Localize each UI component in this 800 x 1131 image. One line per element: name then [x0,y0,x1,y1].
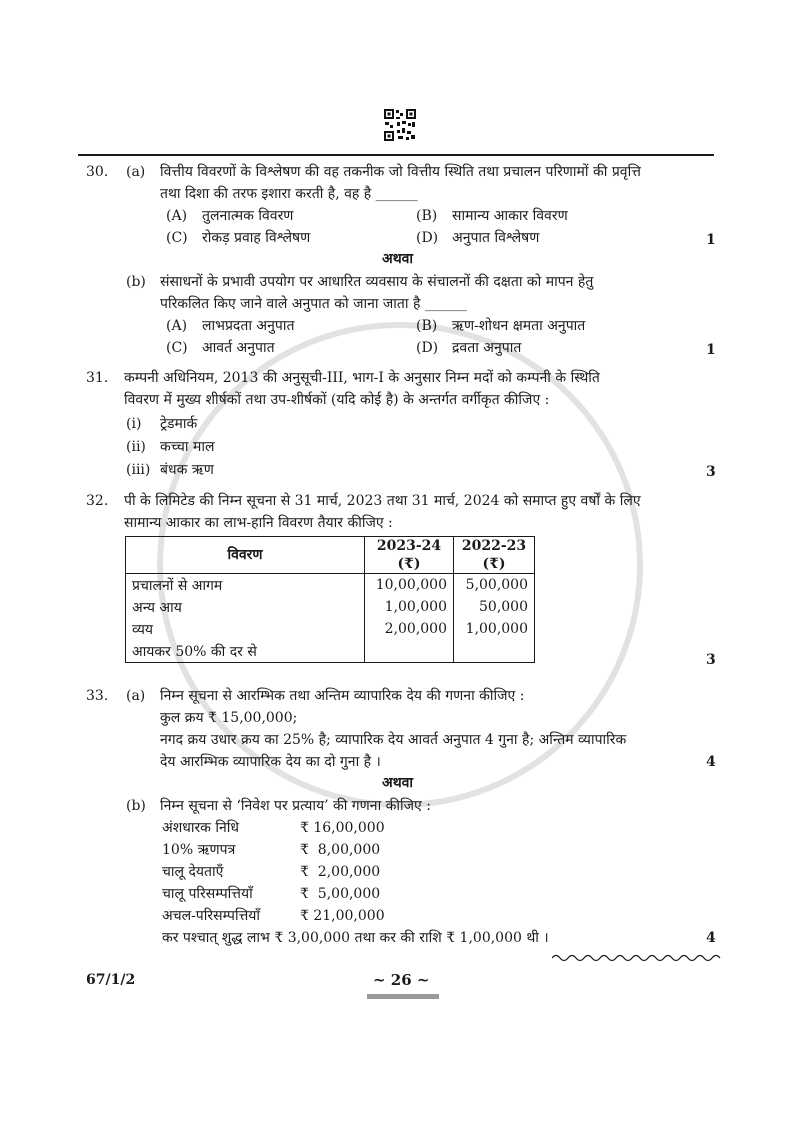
q30-a-opt-b-text: सामान्य आकार विवरण [452,208,568,224]
table-row [126,596,535,618]
q33-b-item-4-value: ₹ 5,00,000 [300,886,381,902]
q33-b-item-5-value: ₹ 21,00,000 [300,908,385,924]
q33-a-line1: निम्न सूचना से आरम्भिक तथा अन्तिम व्यापारिक देय की गणना कीजिए : [160,688,525,704]
pl-row-4-y1 [365,640,454,663]
q33-a-line2: कुल क्रय ₹ 15,00,000; [160,710,298,726]
pl-row-1-y1: 10,00,000 [365,574,454,597]
pl-row-3-y2: 1,00,000 [454,618,535,640]
pl-header-y2 [454,537,535,574]
q31-line1: कम्पनी अधिनियम, 2013 की अनुसूची-III, भाग-I के अनुसार निम्न मदों को कम्पनी के स्थिति [124,370,600,386]
q30-a-opt-a-label: (A) [166,208,188,224]
end-wavy-line [552,953,722,963]
q30-a-marks: 1 [706,232,716,248]
table-row [126,574,535,597]
pl-row-3-y1: 2,00,000 [365,618,454,640]
pl-row-4-y2 [454,640,535,663]
table-row [126,640,535,663]
pl-table [125,536,535,663]
q33-b-line1: निम्न सूचना से ‘निवेश पर प्रत्याय’ की गणना कीजिए : [160,798,431,814]
q33-b-label: (b) [126,798,146,814]
q32-line2: सामान्य आकार का लाभ-हानि विवरण तैयार कीजिए : [124,515,393,531]
q33-b-item-4-label: चालू परिसम्पत्तियाँ [162,886,253,902]
q30-b-opt-d-text: द्रवता अनुपात [452,340,522,356]
pl-table-header [126,537,535,574]
pl-row-4-label: आयकर 50% की दर से [126,640,365,663]
pl-row-2-y2: 50,000 [454,596,535,618]
q33-b-marks: 4 [706,930,716,946]
q30-b-opt-a-label: (A) [166,318,188,334]
q30-b-opt-d-label: (D) [416,340,439,356]
pl-header-y1 [365,537,454,574]
q30-a-line2: तथा दिशा की तरफ इशारा करती है, वह है ______ [160,186,418,202]
table-row [126,618,535,640]
q30-b-line2: परिकलित किए जाने वाले अनुपात को जाना जाता है ______ [160,296,467,312]
q33-b-item-2-value: ₹ 8,00,000 [300,842,381,858]
q33-b-item-3-label: चालू देयताएँ [162,864,224,880]
pl-row-1-y2: 5,00,000 [454,574,535,597]
paper-code: 67/1/2 [86,972,136,988]
q32-marks: 3 [706,652,716,668]
pl-row-2-y1: 1,00,000 [365,596,454,618]
q33-b-item-1-label: अंशधारक निधि [162,820,240,836]
q30-b-line1: संसाधनों के प्रभावी उपयोग पर आधारित व्यवसाय के संचालनों की दक्षता को मापन हेतु [160,274,594,290]
q30-b-opt-c-label: (C) [166,340,188,356]
q30-b-opt-a-text: लाभप्रदता अनुपात [202,318,295,334]
pl-header-y2-unit: (₹) [482,556,506,572]
q33-a-label: (a) [126,688,146,704]
q30-or: अथवा [382,251,414,267]
pl-header-particulars: विवरण [126,537,365,574]
q30-b-opt-b-label: (B) [416,318,438,334]
q31-item-1-label: (i) [126,416,142,432]
q33-b-item-5-label: अचल-परिसम्पत्तियाँ [162,908,261,924]
q33-a-line3: नगद क्रय उधार क्रय का 25% है; व्यापारिक देय आवर्त अनुपात 4 गुना है; अन्तिम व्यापारिक [160,732,627,748]
q33-or: अथवा [382,775,414,791]
q31-item-2-text: कच्चा माल [160,439,215,455]
q30-number: 30. [86,164,109,180]
footer-rule [367,994,439,999]
pl-header-y2-year: 2022-23 [461,538,527,554]
q31-number: 31. [86,370,109,386]
q31-item-3-label: (iii) [126,462,151,478]
q33-number: 33. [86,688,109,704]
qr-code [383,108,417,142]
q30-a-label: (a) [126,164,146,180]
q32-number: 32. [86,493,109,509]
q31-item-1-text: ट्रेडमार्क [160,416,198,432]
q33-a-line4: देय आरम्भिक व्यापारिक देय का दो गुना है । [160,754,381,770]
q31-line2: विवरण में मुख्य शीर्षकों तथा उप-शीर्षकों (यदि कोई है) के अन्तर्गत वर्गीकृत कीजिए : [124,392,550,408]
q30-a-opt-a-text: तुलनात्मक विवरण [202,208,294,224]
page-number: ~ 26 ~ [373,971,430,989]
q30-a-opt-d-text: अनुपात विश्लेषण [452,230,540,246]
q33-b-item-1-value: ₹ 16,00,000 [300,820,385,836]
q30-b-label: (b) [126,274,146,290]
q30-a-line1: वित्तीय विवरणों के विश्लेषण की वह तकनीक जो वित्तीय स्थिति तथा प्रचालन परिणामों की प्रवृत्ति [160,164,641,180]
pl-header-y1-unit: (₹) [397,556,421,572]
q33-b-last-line: कर पश्चात् शुद्ध लाभ ₹ 3,00,000 तथा कर की राशि ₹ 1,00,000 थी । [162,930,549,946]
q31-item-3-text: बंधक ऋण [160,462,214,478]
pl-row-2-label: अन्य आय [126,596,365,618]
q31-item-2-label: (ii) [126,439,146,455]
q30-a-opt-c-text: रोकड़ प्रवाह विश्लेषण [202,230,311,246]
pl-row-1-label: प्रचालनों से आगम [126,574,365,597]
pl-header-y1-year: 2023-24 [376,538,442,554]
q30-a-opt-d-label: (D) [416,230,439,246]
q30-b-marks: 1 [706,342,716,358]
q30-a-opt-c-label: (C) [166,230,188,246]
q30-b-opt-c-text: आवर्त अनुपात [202,340,275,356]
q33-b-item-3-value: ₹ 2,00,000 [300,864,381,880]
q31-marks: 3 [706,464,716,480]
q30-b-opt-b-text: ऋण-शोधन क्षमता अनुपात [452,318,586,334]
header-rule [78,154,714,156]
q32-line1: पी के लिमिटेड की निम्न सूचना से 31 मार्च, 2023 तथा 31 मार्च, 2024 को समाप्त हुए वर्षों के लिए [124,493,641,509]
q33-b-item-2-label: 10% ऋणपत्र [162,842,236,858]
q30-a-opt-b-label: (B) [416,208,438,224]
pl-row-3-label: व्यय [126,618,365,640]
q33-a-marks: 4 [706,754,716,770]
